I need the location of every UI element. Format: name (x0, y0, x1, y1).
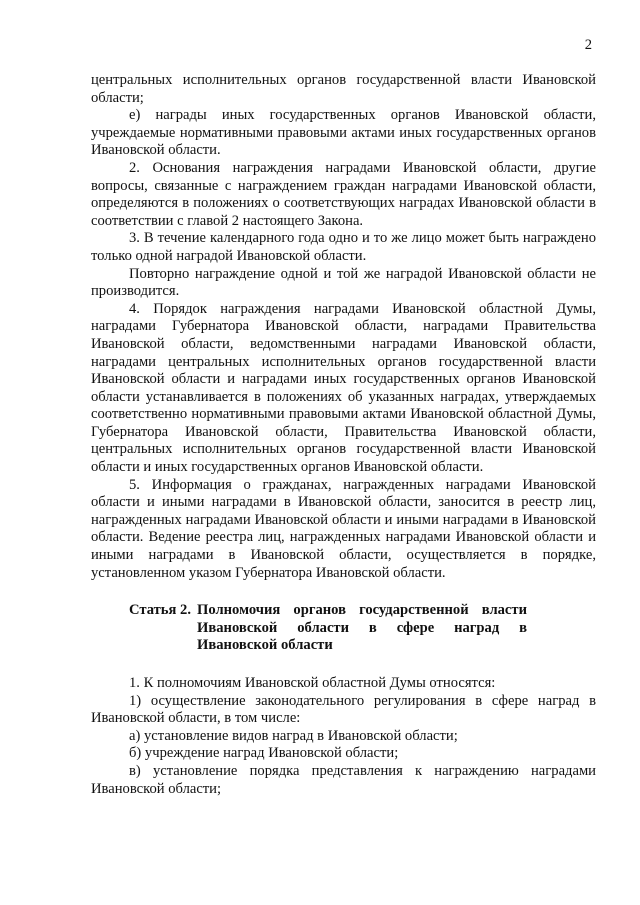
paragraph: 3. В течение календарного года одно и то же лицо может быть награждено только одной наградой Ивановской области. (91, 230, 596, 264)
article-heading (129, 602, 596, 655)
paragraphs-after-article (91, 675, 596, 798)
article-number: Статья 2. (129, 602, 191, 619)
article-title: Полномочия органов государственной власти Ивановской области в сфере наград в Ивановской области (197, 602, 527, 654)
paragraph: е) награды иных государственных органов Ивановской области, учреждаемые нормативными правовыми актами иных государственных органов Ивановской области. (91, 107, 596, 159)
paragraph: центральных исполнительных органов государственной власти Ивановской области; (91, 72, 596, 106)
paragraph: б) учреждение наград Ивановской области; (129, 745, 399, 762)
paragraph: в) установление порядка представления к награждению наградами Ивановской области; (91, 762, 596, 797)
paragraph: 2. Основания награждения наградами Ивановской области, другие вопросы, связанные с награждением граждан наградами Ивановской области, определяются в положениях о соответствующих наградах Ивановской области в соответствии с главой 2 настоящего Закона. (91, 159, 596, 229)
paragraph: а) установление видов наград в Ивановской области; (129, 727, 458, 744)
paragraph: 1. К полномочиям Ивановской областной Думы относятся: (129, 675, 496, 691)
paragraph: 5. Информация о гражданах, награжденных наградами Ивановской области и иными наградами в Ивановской области, заносится в реестр лиц, награжденных наградами Ивановской области и иными наградами в Ивановской области. Ведение реестра лиц, награжденных наградами Ивановской области и иными наградами в Ивановской области, осуществляется в порядке, установленном указом Губернатора Ивановской области. (91, 476, 596, 581)
paragraph: 4. Порядок награждения наградами Ивановской областной Думы, наградами Губернатора Ивановской области, наградами Правительства Ивановской области, ведомственными наградами Ивановской области, наградами центральных исполнительных органов государственной власти Ивановской области и наградами иных государственных органов Ивановской области устанавливается в положениях об указанных наградах, утверждаемых соответственно нормативными правовыми актами Ивановской областной Думы, Губернатора Ивановской области, Правительства Ивановской области, центральных исполнительных органов государственной власти Ивановской области и иных государственных органов Ивановской области. (91, 300, 596, 476)
page-number: 2 (584, 37, 592, 53)
paragraph: 1) осуществление законодательного регулирования в сфере наград в Ивановской области, в том числе: (91, 692, 596, 727)
document-body (91, 72, 596, 798)
paragraph: Повторно награждение одной и той же наградой Ивановской области не производится. (91, 265, 596, 300)
paragraphs-before-article (91, 72, 596, 582)
